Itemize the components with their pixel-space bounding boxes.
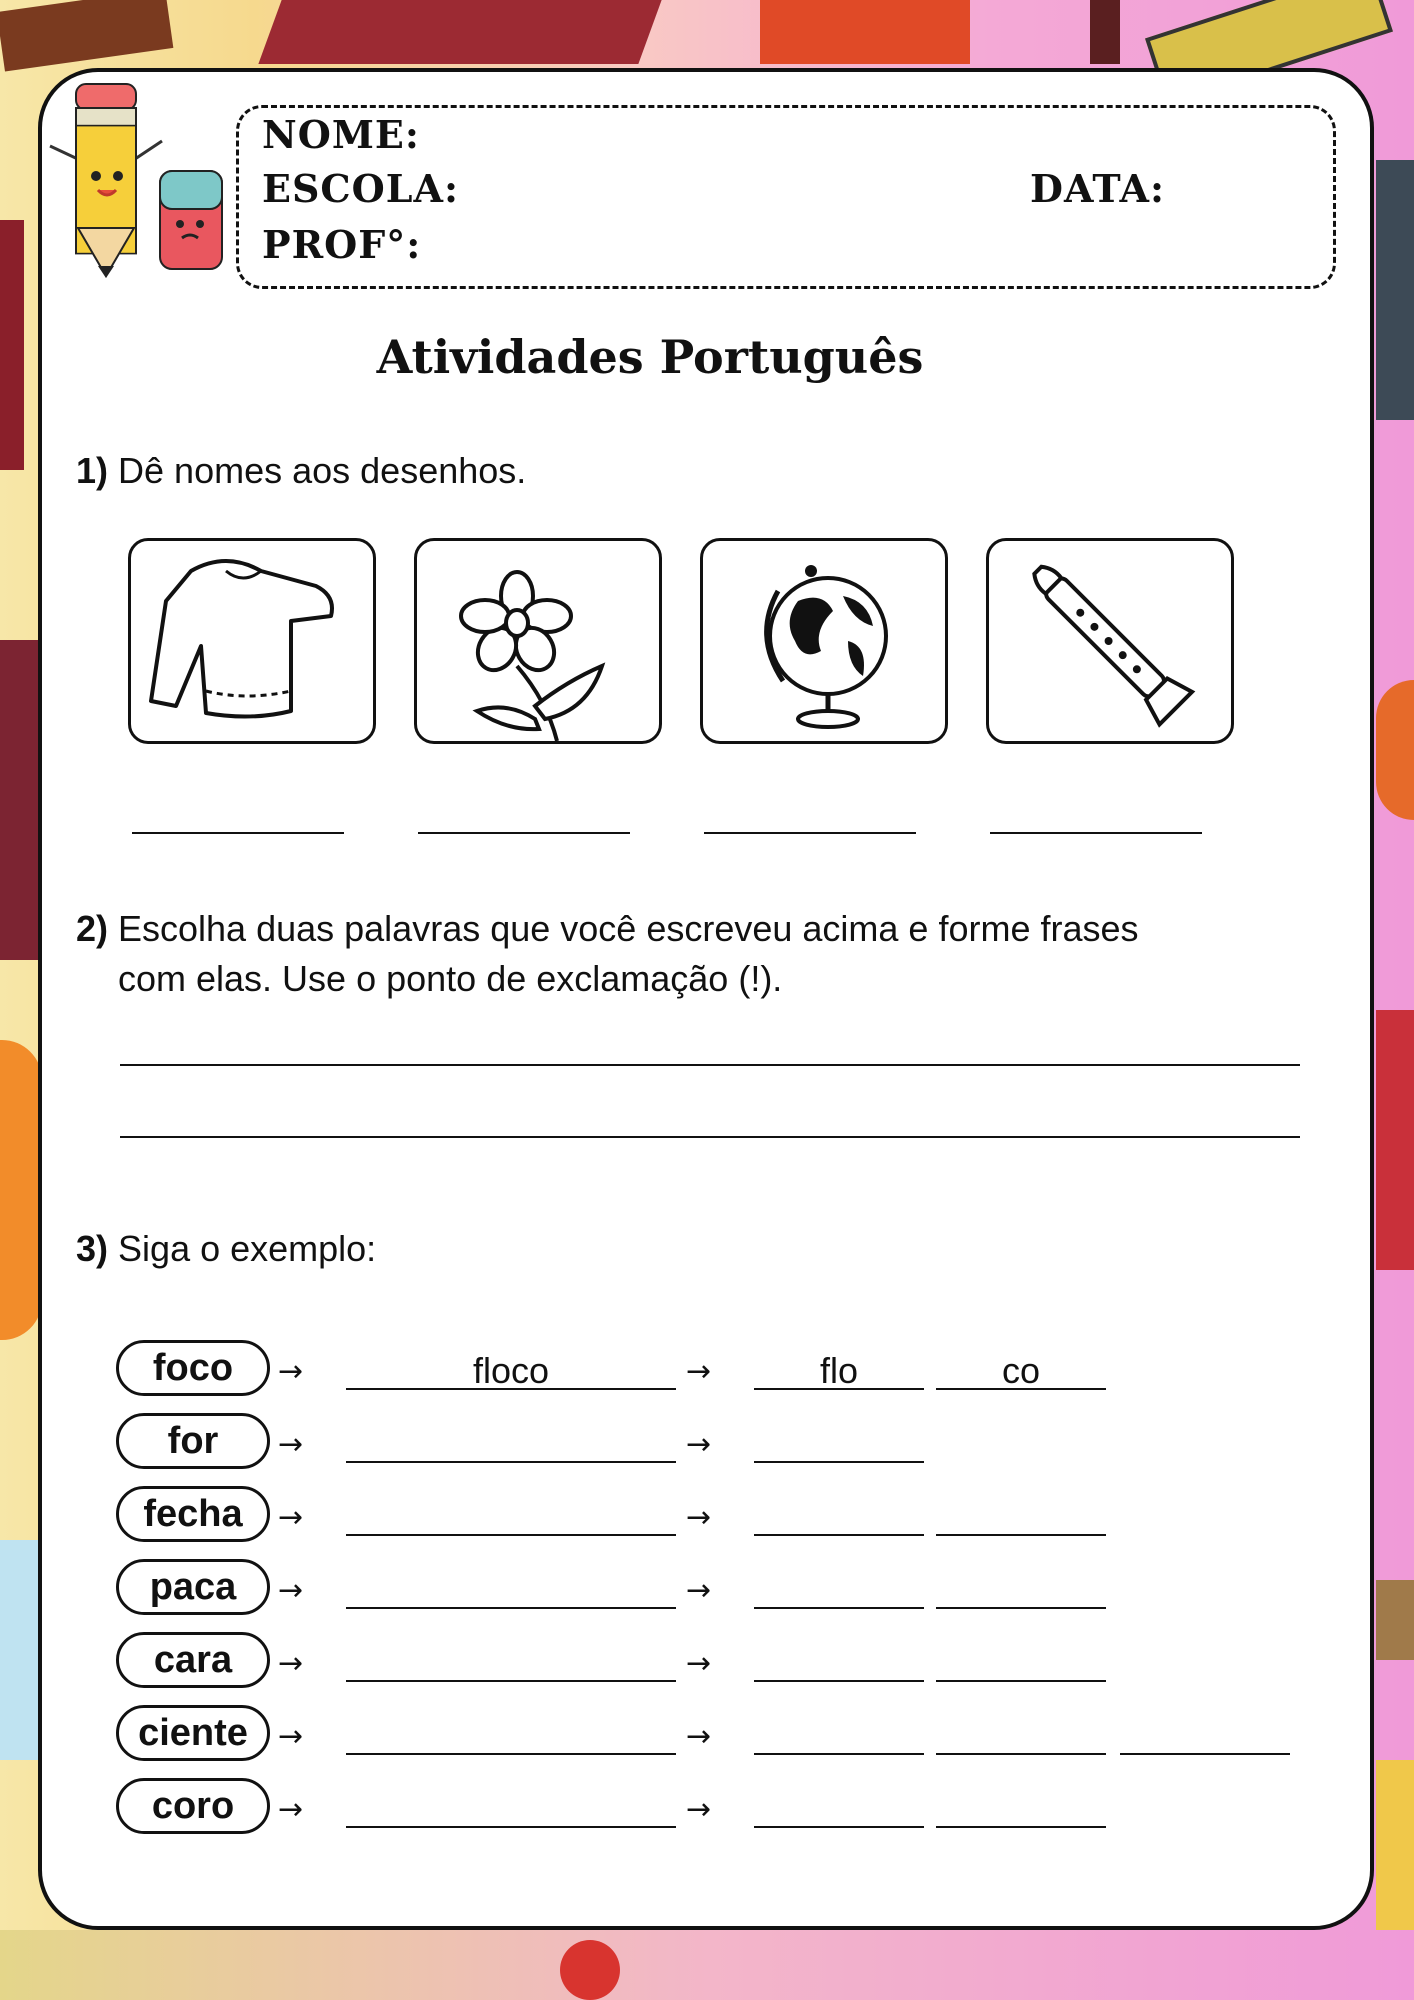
name-label: NOME: xyxy=(262,112,420,157)
syllable-blank[interactable] xyxy=(754,1680,924,1682)
syllable-blank[interactable] xyxy=(754,1753,924,1755)
syllable-blank[interactable] xyxy=(754,1534,924,1536)
sweater-icon xyxy=(131,541,373,741)
syllable-blank[interactable] xyxy=(936,1607,1106,1609)
syllable-blank[interactable] xyxy=(936,1680,1106,1682)
question-2-number: 2) xyxy=(76,908,109,949)
syllable-blank[interactable] xyxy=(754,1607,924,1609)
arrow-icon: → xyxy=(278,1646,304,1681)
syllable-blank[interactable] xyxy=(936,1753,1106,1755)
answer-blank[interactable] xyxy=(346,1826,676,1828)
answer-blank[interactable] xyxy=(346,1680,676,1682)
sweater-picture xyxy=(128,538,376,744)
word-pill: fecha xyxy=(116,1486,270,1542)
arrow-icon: → xyxy=(278,1792,304,1827)
answer-blank[interactable] xyxy=(346,1753,676,1755)
answer-line-3[interactable] xyxy=(704,832,916,834)
globe-icon xyxy=(703,541,945,741)
question-3 xyxy=(76,1228,376,1270)
question-3-number: 3) xyxy=(76,1228,109,1269)
school-label: ESCOLA: xyxy=(262,166,459,211)
question-3-text: Siga o exemplo: xyxy=(118,1228,377,1269)
arrow-icon: → xyxy=(278,1719,304,1754)
arrow-icon: → xyxy=(686,1792,712,1827)
arrow-icon: → xyxy=(686,1646,712,1681)
answer-blank[interactable] xyxy=(346,1607,676,1609)
question-2-line-1: Escolha duas palavras que você escreveu acima e forme frases xyxy=(118,908,1139,949)
arrow-icon: → xyxy=(278,1500,304,1535)
word-pill: foco xyxy=(116,1340,270,1396)
answer-line-1[interactable] xyxy=(132,832,344,834)
syllable-blank[interactable] xyxy=(936,1826,1106,1828)
word-pill: ciente xyxy=(116,1705,270,1761)
syllable-blank[interactable] xyxy=(936,1534,1106,1536)
syllable-text: co xyxy=(1001,1350,1041,1391)
teacher-label: PROF°: xyxy=(262,222,422,267)
word-pill: paca xyxy=(116,1559,270,1615)
answer-line-2[interactable] xyxy=(418,832,630,834)
globe-picture xyxy=(700,538,948,744)
date-label: DATA: xyxy=(1030,166,1166,211)
syllable-text: flo xyxy=(819,1350,859,1391)
arrow-icon: → xyxy=(686,1500,712,1535)
page-title: Atividades Português xyxy=(376,330,924,384)
syllable-blank[interactable] xyxy=(1120,1753,1290,1755)
flower-icon xyxy=(417,541,659,741)
answer-blank[interactable] xyxy=(346,1461,676,1463)
sentence-line-1[interactable] xyxy=(120,1064,1300,1066)
arrow-icon: → xyxy=(686,1427,712,1462)
arrow-icon: → xyxy=(686,1573,712,1608)
syllable-blank[interactable] xyxy=(754,1461,924,1463)
word-pill: for xyxy=(116,1413,270,1469)
flute-picture xyxy=(986,538,1234,744)
answer-line-4[interactable] xyxy=(990,832,1202,834)
answer-blank[interactable] xyxy=(346,1534,676,1536)
arrow-icon: → xyxy=(686,1354,712,1389)
arrow-icon: → xyxy=(278,1573,304,1608)
question-1-text: Dê nomes aos desenhos. xyxy=(118,450,527,491)
flower-picture xyxy=(414,538,662,744)
arrow-icon: → xyxy=(278,1427,304,1462)
arrow-icon: → xyxy=(278,1354,304,1389)
answer-text: floco xyxy=(472,1350,550,1391)
word-pill: coro xyxy=(116,1778,270,1834)
word-pill: cara xyxy=(116,1632,270,1688)
flute-icon xyxy=(989,541,1231,741)
syllable-blank[interactable] xyxy=(754,1826,924,1828)
pencil-eraser-mascot-icon xyxy=(42,76,232,286)
sentence-line-2[interactable] xyxy=(120,1136,1300,1138)
question-1 xyxy=(76,450,526,492)
arrow-icon: → xyxy=(686,1719,712,1754)
question-2-line-2: com elas. Use o ponto de exclamação (!). xyxy=(118,958,783,999)
question-1-number: 1) xyxy=(76,450,109,491)
